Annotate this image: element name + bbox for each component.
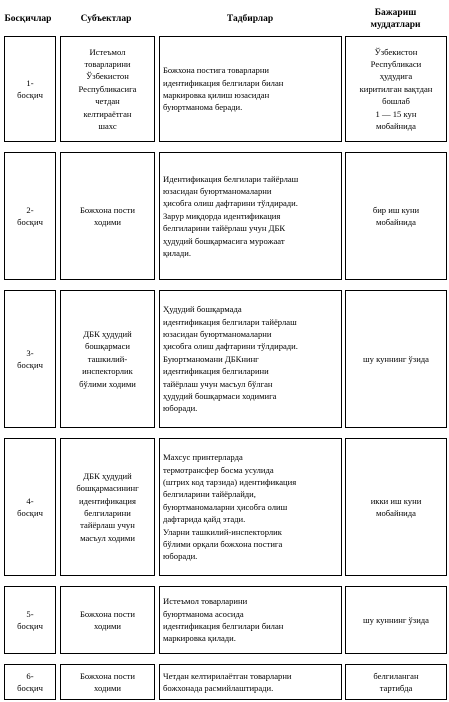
subject-text: Истеъмол товарларини Ўзбекистон Республикасига четдан келтираётган шахс xyxy=(78,46,137,132)
step-label: 2- босқич xyxy=(17,204,43,227)
action-text: Ҳудудий бошқармада идентификация белгилари тайёрлаш юзасидан буюртманомаларни ҳисобга олиш дафтарини тўлдиради. Буюртманомани ДБКнинг идентификация белгиларини тайёрлаш учун масъул бўлган ҳудудий бошқармаси ходимига юборади. xyxy=(163,304,298,414)
action-text: Истеъмол товарларини буюртманома асосида идентификация белгилари билан маркировка қилади. xyxy=(163,596,284,644)
subject-cell xyxy=(60,36,155,142)
subject-text: Божхона пости ходими xyxy=(79,204,136,227)
term-text: Ўзбекистон Республикаси ҳудудига киритилган вақтдан бошлаб 1 — 15 кун мобайнида xyxy=(359,46,433,132)
header-terms: Бажариш муддатлари xyxy=(370,8,421,30)
action-text: Четдан келтирилаётган товарларни божхонада расмийлаштиради. xyxy=(163,670,292,693)
term-text: бир иш куни мобайнида xyxy=(372,204,420,227)
step-label: 6- босқич xyxy=(17,670,43,693)
action-cell xyxy=(159,290,342,428)
subject-text: Божхона пости ходими xyxy=(79,670,136,693)
subject-text: Божхона пости ходими xyxy=(79,608,136,631)
action-cell xyxy=(159,36,342,142)
term-text: шу куннинг ўзида xyxy=(363,353,429,364)
term-cell xyxy=(345,290,447,428)
step-label: 1- босқич xyxy=(17,77,43,100)
step-label: 4- босқич xyxy=(17,495,43,518)
subject-cell xyxy=(60,438,155,576)
action-text: Махсус принтерларда термотрансфер босма усулида (штрих код тарзида) идентификация белгиларини тайёрлайди, буюртманомаларни ҳисобга олиш дафтарида қайд этади. Уларни ташкилий-инспекторлик бўлими орқали божхона постига юборади. xyxy=(163,452,297,562)
subject-cell xyxy=(60,664,155,700)
subject-cell xyxy=(60,586,155,654)
subject-text: ДБК ҳудудий бошқармасининг идентификация белгиларини тайёрлаш учун масъул ходими xyxy=(76,470,139,543)
subject-text: ДБК ҳудудий бошқармаси ташкилий- инспекторлик бўлими ходими xyxy=(79,328,136,389)
step-cell xyxy=(4,438,56,576)
action-cell xyxy=(159,664,342,700)
subject-cell xyxy=(60,290,155,428)
term-text: шу куннинг ўзида xyxy=(363,614,429,625)
step-cell xyxy=(4,586,56,654)
term-cell xyxy=(345,36,447,142)
action-cell xyxy=(159,438,342,576)
header-steps: Босқичлар xyxy=(4,14,52,24)
step-cell xyxy=(4,36,56,142)
step-cell xyxy=(4,290,56,428)
term-cell xyxy=(345,152,447,280)
step-label: 3- босқич xyxy=(17,347,43,370)
term-text: белгиланган тартибда xyxy=(373,670,419,693)
term-cell xyxy=(345,664,447,700)
action-cell xyxy=(159,152,342,280)
subject-cell xyxy=(60,152,155,280)
step-cell xyxy=(4,664,56,700)
term-cell xyxy=(345,438,447,576)
action-cell xyxy=(159,586,342,654)
term-cell xyxy=(345,586,447,654)
header-actions: Тадбирлар xyxy=(226,14,274,24)
step-cell xyxy=(4,152,56,280)
term-text: икки иш куни мобайнида xyxy=(370,495,422,518)
step-label: 5- босқич xyxy=(17,608,43,631)
action-text: Божхона постига товарларни идентификация белгилари билан маркировка қилиш юзасидан буюртманома беради. xyxy=(163,65,284,113)
action-text: Идентификация белгилари тайёрлаш юзасидан буюртманомаларни ҳисобга олиш дафтарини тўлдиради. Зарур миқдорда идентификация белгиларини тайёрлаш учун ДБК ҳудудий бошқармасига мурожаат қилади. xyxy=(163,173,299,259)
header-subjects: Субъектлар xyxy=(80,14,132,24)
